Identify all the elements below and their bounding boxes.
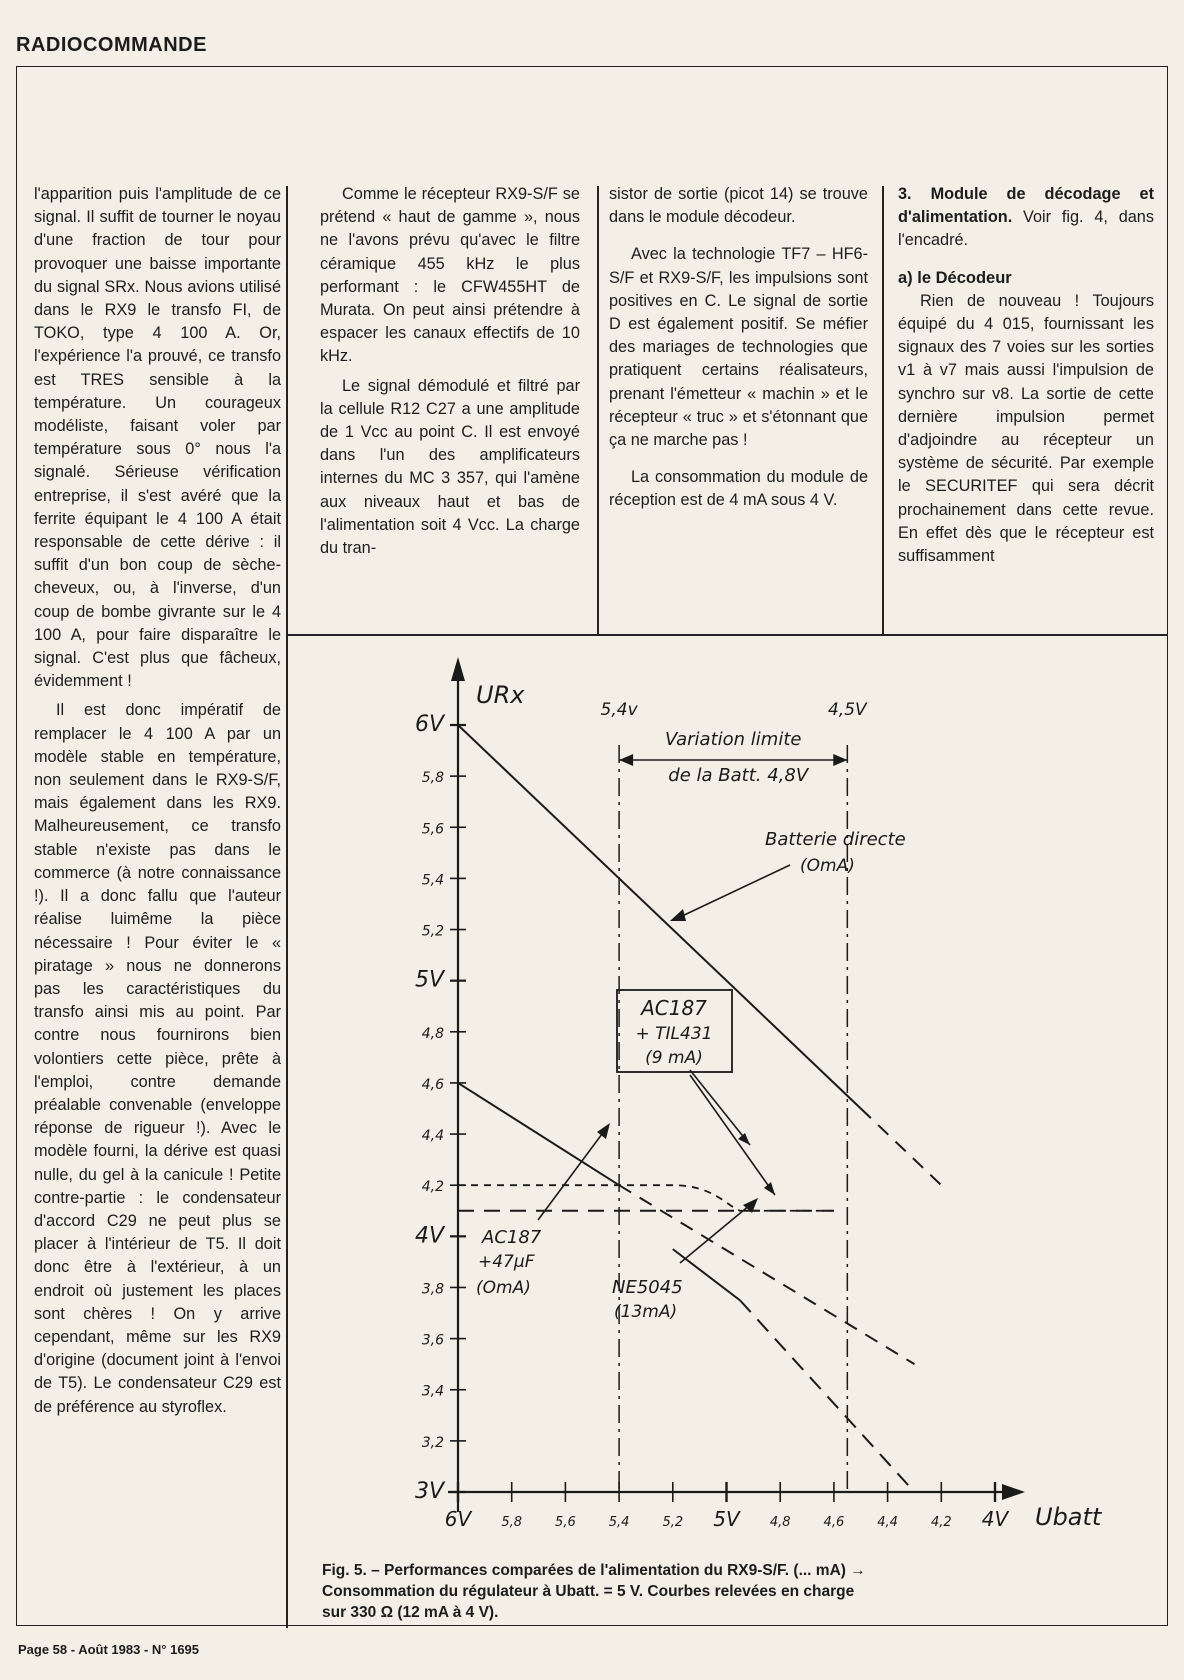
batterie-label: (OmA) — [800, 856, 855, 876]
column-2 — [320, 183, 580, 560]
y-tick-label: 5,4 — [421, 872, 444, 889]
series-ac187-til431-tail — [619, 1185, 914, 1364]
chart-svg — [290, 645, 1160, 1545]
y-tick-label: 3,8 — [421, 1281, 444, 1298]
x-tick-label: 4,2 — [930, 1515, 952, 1530]
paragraph: l'apparition puis l'amplitude de ce signal. Il suffit de tourner le noyau d'une fraction de tour pour provoquer une baisse importante du signal SRx. Nous avions utilisé dans le RX9 le transfo FI, de TOKO, type 4 100 A. Or, l'expérience l'a prouvé, ce transfo est TRES sensible à la température. Un courageux modéliste, faisant voler par température sous 0° nous l'a signalé. Sérieuse vérification entreprise, il s'est avéré que la ferrite équipant le 4 100 A était responsable de cette dérive : il suffit d'un bon coup de sèche-cheveux, ou, à l'inverse, d'un coup de bombe givrante sur le 4 100 A, pour faire disparaître le signal. C'est plus que fâcheux, évidemment ! — [34, 185, 281, 691]
ac187-til431-pointer — [690, 1075, 775, 1195]
range-label-2: de la Batt. 4,8V — [668, 765, 809, 786]
range-arrow-left — [619, 754, 633, 766]
pointer-arrowhead — [738, 1133, 750, 1145]
section-heading — [898, 183, 1154, 253]
series-ne5045-tail — [740, 1300, 915, 1492]
column-1 — [34, 183, 281, 1419]
pointer-arrowhead — [764, 1182, 775, 1195]
y-tick-label: 5,8 — [421, 770, 444, 787]
ac187-cap-label: AC187 — [482, 1227, 542, 1248]
x-tick-label: 5,8 — [501, 1515, 523, 1530]
x-tick-label: 4,8 — [769, 1515, 791, 1530]
x-tick-label: 4V — [981, 1507, 1009, 1531]
y-tick-label: 3,2 — [421, 1434, 444, 1451]
range-arrow-right — [833, 754, 847, 766]
y-tick-label: 3V — [414, 1479, 444, 1504]
paragraph: Il est donc impératif de remplacer le 4 100 A par un modèle stable en température, non seulement dans le RX9-S/F, mais également dans les RX9. Malheureusement, ce transfo stable n'existe pas dans le commerce (à notre connaissance !). Il a donc fallu que l'auteur réalise luimême la pièce nécessaire ! Pour éviter le « piratage » nous ne donnerons pas les caractéristiques du transfo ainsi mis au point. Par contre nous fournirons bien volontiers cette pièce, prête à l'emploi, contre demande préalable convenable (enveloppe réponse de rigueur !). Avec le modèle fourni, la dérive est quasi nulle, du gel à la canicule ! Petite contre-partie : le condensateur d'accord C29 ne peut plus se placer à l'intérieur de T5. Il doit donc être à l'extérieur, à un endroit où justement les places sont chères ! On y arrive cependant, même sur les RX9 d'origine (document joint à l'envoi de T5). Le condensateur C29 est de préférence au styroflex. — [34, 701, 281, 1416]
section-heading-text: 3. Module de décodage et d'alimentation. — [898, 185, 1154, 227]
series-ac187-47uf — [458, 1185, 834, 1211]
x-axis-label: Ubatt — [1035, 1503, 1102, 1531]
ac187-til431-label: (9 mA) — [645, 1048, 703, 1068]
series-batterie-directe-tail — [861, 1109, 942, 1186]
paragraph: Le signal démodulé et filtré par la cellule R12 C27 a une amplitude de 1 Vcc au point C. Il est envoyé dans l'un des amplificateurs internes du MC 3 357, qui l'amène aux niveaux haut et bas de l'alimentation soit 4 Vcc. La charge du tran- — [320, 376, 580, 558]
x-axis-arrow — [1002, 1484, 1025, 1500]
column-4 — [898, 183, 1154, 568]
ne5045-label: (13mA) — [614, 1302, 678, 1322]
pointer-arrowhead — [597, 1123, 610, 1139]
y-tick-label: 5,2 — [421, 923, 444, 940]
y-tick-label: 4,8 — [421, 1025, 444, 1042]
paragraph: Avec la technologie TF7 – HF6-S/F et RX9-S/F, les impulsions sont positives en C. Le signal de sortie D est également positif. Se méfier des mariages de technologies que pratiquent certains réalisateurs, prenant l'émetteur « machin » et le récepteur « truc » et s'étonnant que ça ne marche pas ! — [609, 245, 868, 450]
figure-top-rule — [286, 634, 1168, 636]
series-ne5045-solid — [673, 1249, 740, 1300]
y-tick-label: 5V — [414, 967, 444, 993]
batterie-pointer — [680, 865, 790, 917]
paragraph: sistor de sortie (picot 14) se trouve dans le module décodeur. — [609, 185, 868, 227]
page-footer: Page 58 - Août 1983 - N° 1695 — [18, 1642, 200, 1657]
ac187-cap-label: +47µF — [478, 1252, 535, 1272]
y-tick-label: 5,6 — [421, 821, 444, 838]
y-tick-label: 4,2 — [421, 1179, 444, 1196]
ne5045-label: NE5045 — [612, 1277, 683, 1298]
figure-caption: Fig. 5. – Performances comparées de l'alimentation du RX9-S/F. (... mA) → Consommation du régulateur à Ubatt. = 5 V. Courbes relevées en charge sur 330 Ω (12 mA à 4 V). — [322, 1562, 866, 1621]
y-tick-label: 3,4 — [421, 1383, 444, 1400]
series-ac187-til431 — [458, 1083, 619, 1185]
figure-5-chart — [290, 645, 1160, 1545]
x-tick-label: 5V — [713, 1507, 740, 1531]
x-tick-label: 5,2 — [662, 1515, 684, 1530]
x-tick-label: 4,4 — [877, 1515, 898, 1530]
marker-label: 4,5V — [827, 700, 867, 720]
x-tick-label: 6V — [444, 1507, 472, 1531]
column-divider — [597, 186, 599, 634]
column-3 — [609, 183, 868, 513]
y-tick-label: 4,4 — [421, 1128, 444, 1145]
ne5045-pointer — [680, 1205, 750, 1263]
section-title: RADIOCOMMANDE — [16, 34, 207, 56]
column-divider — [882, 186, 884, 634]
y-tick-label: 4,6 — [421, 1076, 444, 1093]
subheading: a) le Décodeur — [898, 268, 1012, 287]
ac187-til431-label: + TIL431 — [635, 1024, 713, 1044]
range-label-1: Variation limite — [664, 729, 802, 750]
column-divider — [286, 186, 288, 1628]
section-heading-tail: Voir fig. 4, dans l'encadré. — [898, 208, 1154, 250]
ac187-til431-label: AC187 — [641, 996, 707, 1020]
paragraph: La consommation du module de réception est de 4 mA sous 4 V. — [609, 468, 868, 510]
ac187-til431-pointer — [690, 1070, 750, 1145]
y-axis-label: URx — [476, 681, 525, 709]
y-tick-label: 6V — [414, 712, 444, 737]
x-tick-label: 5,6 — [555, 1515, 576, 1530]
y-tick-label: 3,6 — [421, 1332, 444, 1349]
x-tick-label: 4,6 — [823, 1515, 845, 1530]
batterie-label: Batterie directe — [765, 829, 906, 850]
y-axis-arrow — [451, 657, 465, 681]
paragraph: Rien de nouveau ! Toujours équipé du 4 015, fournissant les signaux des 7 voies sur les sorties v1 à v7 mais aussi l'impulsion de synchro sur v8. La sortie de cette dernière impulsion permet d'adjoindre au récepteur un système de sécurité. Par exemple le SECURITEF qui sera décrit prochainement dans cette revue. En effet dès que le récepteur est suffisamment — [898, 291, 1154, 566]
ac187-cap-label: (OmA) — [476, 1278, 531, 1298]
paragraph: Comme le récepteur RX9-S/F se prétend « haut de gamme », nous ne l'avons prévu qu'avec le filtre céramique 455 kHz le plus performant : le CFW455HT de Murata. On peut ainsi prétendre à espacer les canaux effectifs de 10 kHz. — [320, 185, 580, 366]
pointer-arrowhead — [670, 909, 686, 921]
x-tick-label: 5,4 — [608, 1515, 630, 1530]
y-tick-label: 4V — [414, 1223, 444, 1249]
ac187-cap-pointer — [538, 1130, 605, 1220]
marker-label: 5,4v — [600, 700, 638, 720]
